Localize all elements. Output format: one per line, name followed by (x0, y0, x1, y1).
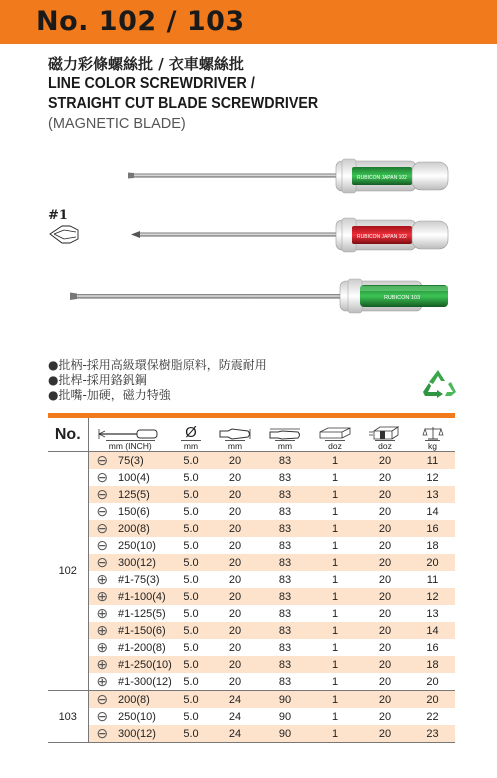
size-cell: 200(8) (116, 691, 172, 709)
handle-length-cell: 83 (260, 588, 310, 605)
feature-list (48, 358, 267, 403)
col-outer-box (360, 418, 410, 452)
handle-length-cell: 83 (260, 554, 310, 571)
col-diameter (172, 418, 210, 452)
size-cell: 300(12) (116, 725, 172, 743)
feature-item: ●批嘴-加硬，磁力特強 (48, 388, 171, 402)
diameter-cell: 5.0 (172, 656, 210, 673)
outer-box-cell: 20 (378, 710, 392, 723)
screwdriver-flat-green (128, 159, 448, 193)
outer-box-cell: 20 (360, 725, 410, 743)
weight-cell: 20 (410, 691, 455, 709)
product-headings (48, 54, 342, 134)
diameter-cell: 5.0 (183, 607, 199, 620)
outer-box-cell: 20 (360, 691, 410, 709)
size-cell: 250(10) (118, 710, 156, 723)
col-no: No. (48, 418, 88, 452)
model-number-cell: 103 (48, 691, 88, 743)
size-cell: 150(6) (118, 505, 150, 518)
weight-cell: 14 (426, 505, 439, 518)
size-cell: 75(3) (116, 452, 172, 470)
tip-symbol: ⊖ (88, 452, 116, 470)
inner-box-icon (318, 426, 352, 440)
weight-cell: 16 (426, 641, 439, 654)
tip-symbol: ⊖ (88, 554, 116, 571)
page-title: No. 102 / 103 (36, 6, 245, 37)
handle-length-cell: 83 (278, 607, 292, 620)
handle-length-cell: 83 (260, 520, 310, 537)
weight-cell: 22 (426, 710, 439, 723)
blade-width-cell: 20 (228, 539, 242, 552)
table-row (48, 708, 455, 725)
blade-width-cell: 20 (228, 641, 242, 654)
diameter-cell: 5.0 (183, 641, 199, 654)
inner-box-cell: 1 (310, 486, 360, 503)
tip-symbol: ⊕ (96, 639, 109, 655)
handle-length-icon (268, 428, 302, 440)
inner-box-cell: 1 (331, 539, 339, 552)
handle-label-red: RUBICON JAPAN 102 (357, 234, 407, 240)
recycle-icon (418, 366, 458, 406)
table-row (48, 605, 455, 622)
inner-box-cell: 1 (310, 554, 360, 571)
size-cell: #1-200(8) (118, 641, 166, 654)
table-row (48, 537, 455, 554)
weight-cell: 18 (426, 539, 439, 552)
handle-length-cell: 83 (260, 452, 310, 470)
blade-unit: mm (225, 440, 245, 451)
feature-item: ●批桿-採用鉻釩鋼 (48, 373, 147, 387)
weight-cell: 12 (426, 471, 439, 484)
diameter-cell: 5.0 (172, 691, 210, 709)
col-weight (410, 418, 455, 452)
size-cell: #1-75(3) (118, 573, 160, 586)
carton-icon (368, 426, 402, 440)
outer-box-cell: 20 (360, 622, 410, 639)
diameter-cell: 5.0 (172, 622, 210, 639)
weight-cell: 12 (410, 588, 455, 605)
weight-cell: 11 (410, 452, 455, 470)
diameter-cell: 5.0 (183, 573, 199, 586)
diameter-unit: mm (181, 440, 201, 451)
tip-symbol: ⊕ (96, 571, 109, 587)
handle-label-green: RUBICON JAPAN 102 (357, 175, 407, 181)
size-cell: 200(8) (116, 520, 172, 537)
handle-length-cell: 83 (260, 622, 310, 639)
diameter-cell: 5.0 (183, 471, 199, 484)
length-unit: mm (INCH) (106, 440, 155, 451)
tip-symbol: ⊖ (96, 503, 109, 519)
tip-symbol: ⊕ (88, 656, 116, 673)
table-row (48, 571, 455, 588)
blade-width-cell: 20 (210, 554, 260, 571)
outer-box-cell: 20 (360, 588, 410, 605)
inner-box-cell: 1 (331, 710, 339, 723)
outer-box-cell: 20 (378, 573, 392, 586)
spec-table-wrapper (48, 413, 455, 743)
inner-box-cell: 1 (331, 471, 339, 484)
tip-symbol: ⊕ (88, 588, 116, 605)
outer-box-cell: 20 (360, 486, 410, 503)
diameter-cell: 5.0 (172, 486, 210, 503)
col-length (88, 418, 172, 452)
handle-length-cell: 90 (260, 725, 310, 743)
size-cell: #1-100(4) (116, 588, 172, 605)
table-row (48, 486, 455, 503)
blade-width-cell: 20 (210, 588, 260, 605)
tip-symbol: ⊖ (96, 469, 109, 485)
blade-width-cell: 20 (228, 573, 242, 586)
weight-cell: 16 (410, 520, 455, 537)
inner-box-cell: 1 (331, 505, 339, 518)
inner-box-cell: 1 (310, 588, 360, 605)
inner-box-cell: 1 (310, 725, 360, 743)
handle-length-cell: 83 (278, 471, 292, 484)
weight-cell: 18 (410, 656, 455, 673)
col-blade-width (210, 418, 260, 452)
outer-box-cell: 20 (360, 656, 410, 673)
size-cell: #1-125(5) (118, 607, 166, 620)
table-row (48, 656, 455, 673)
diameter-symbol: Ø (185, 424, 197, 441)
blade-width-cell: 20 (228, 607, 242, 620)
title-chinese: 磁力彩條螺絲批 / 衣車螺絲批 (48, 55, 244, 73)
blade-width-cell: 20 (228, 675, 242, 688)
inner-box-cell: 1 (310, 622, 360, 639)
outer-box-cell: 20 (378, 607, 392, 620)
weight-cell: 14 (410, 622, 455, 639)
table-row (48, 520, 455, 537)
outer-box-cell: 20 (360, 452, 410, 470)
table-row (48, 452, 455, 470)
table-row (48, 588, 455, 605)
weight-cell: 20 (410, 554, 455, 571)
blade-width-cell: 24 (210, 725, 260, 743)
diameter-cell: 5.0 (183, 539, 199, 552)
blade-width-cell: 20 (228, 471, 242, 484)
handle-unit: mm (275, 440, 295, 451)
weight-cell: 20 (426, 675, 439, 688)
table-row (48, 639, 455, 656)
table-row (48, 725, 455, 743)
weight-unit: kg (425, 440, 440, 451)
table-row (48, 469, 455, 486)
diameter-cell: 5.0 (183, 710, 199, 723)
outer-box-cell: 20 (360, 520, 410, 537)
tip-symbol: ⊖ (96, 708, 109, 724)
size-cell: #1-300(12) (118, 675, 172, 688)
diameter-cell: 5.0 (172, 725, 210, 743)
weight-cell: 13 (426, 607, 439, 620)
handle-length-cell: 90 (260, 691, 310, 709)
col-handle (260, 418, 310, 452)
blade-width-cell: 24 (210, 691, 260, 709)
diameter-cell: 5.0 (172, 554, 210, 571)
table-row (48, 503, 455, 520)
handle-length-cell: 83 (278, 505, 292, 518)
inner-box-cell: 1 (310, 520, 360, 537)
blade-width-cell: 20 (210, 520, 260, 537)
blade-width-cell: 24 (228, 710, 242, 723)
outer-box-cell: 20 (360, 554, 410, 571)
tip-symbol: ⊖ (88, 486, 116, 503)
handle-length-cell: 83 (260, 656, 310, 673)
handle-length-cell: 83 (278, 573, 292, 586)
diameter-cell: 5.0 (172, 520, 210, 537)
tip-symbol: ⊖ (88, 725, 116, 743)
size-cell: 125(5) (116, 486, 172, 503)
title-english-2: STRAIGHT CUT BLADE SCREWDRIVER (48, 95, 319, 112)
model-number-cell: 102 (48, 452, 88, 691)
scale-icon (422, 426, 444, 440)
size-cell: 100(4) (118, 471, 150, 484)
size-cell: #1-250(10) (116, 656, 172, 673)
blade-width-cell: 20 (210, 656, 260, 673)
screwdriver-illustrations (0, 148, 497, 338)
tip-symbol: ⊕ (88, 622, 116, 639)
spec-table (48, 418, 455, 743)
title-english-1: LINE COLOR SCREWDRIVER / (48, 75, 255, 92)
handle-length-cell: 83 (278, 539, 292, 552)
outer-box-cell: 20 (378, 505, 392, 518)
handle-length-cell: 83 (278, 675, 292, 688)
outer-box-cell: 20 (378, 641, 392, 654)
diameter-cell: 5.0 (172, 588, 210, 605)
tip-symbol: ⊕ (96, 605, 109, 621)
phillips-size-label: #1 (48, 208, 68, 223)
blade-width-cell: 20 (228, 505, 242, 518)
spec-table-body (48, 452, 455, 743)
outer-box-cell: 20 (378, 675, 392, 688)
table-row (48, 554, 455, 571)
tip-symbol: ⊖ (88, 691, 116, 709)
handle-length-cell: 83 (260, 486, 310, 503)
weight-cell: 23 (410, 725, 455, 743)
diameter-cell: 5.0 (172, 452, 210, 470)
weight-cell: 13 (410, 486, 455, 503)
table-row (48, 622, 455, 639)
size-cell: 300(12) (116, 554, 172, 571)
handle-label-green-thick: RUBICON 103 (383, 295, 421, 301)
inner-box-unit: doz (325, 440, 345, 451)
weight-cell: 11 (426, 573, 439, 586)
handle-length-cell: 83 (278, 641, 292, 654)
inner-box-cell: 1 (310, 656, 360, 673)
inner-box-cell: 1 (331, 675, 339, 688)
blade-width-cell: 20 (210, 486, 260, 503)
table-row (48, 691, 455, 709)
screwdriver-flat-green-thick (70, 279, 448, 313)
blade-width-cell: 20 (210, 452, 260, 470)
diameter-cell: 5.0 (183, 675, 199, 688)
blade-width-cell: 20 (210, 622, 260, 639)
subtitle: (MAGNETIC BLADE) (48, 116, 186, 132)
inner-box-cell: 1 (310, 452, 360, 470)
feature-item: ●批柄-採用高級環保樹脂原料，防震耐用 (48, 358, 267, 372)
inner-box-cell: 1 (331, 607, 339, 620)
tip-symbol: ⊖ (88, 520, 116, 537)
tip-symbol: ⊕ (96, 673, 109, 689)
tip-symbol: ⊖ (96, 537, 109, 553)
length-icon (97, 428, 163, 440)
size-cell: #1-150(6) (116, 622, 172, 639)
inner-box-cell: 1 (331, 573, 339, 586)
tip-width-icon (218, 428, 252, 440)
size-cell: 250(10) (118, 539, 156, 552)
diameter-cell: 5.0 (183, 505, 199, 518)
inner-box-cell: 1 (331, 641, 339, 654)
header-bar (0, 0, 497, 44)
outer-box-unit: doz (375, 440, 395, 451)
handle-length-cell: 90 (278, 710, 292, 723)
table-row (48, 673, 455, 691)
phillips-tip-callout (50, 226, 78, 243)
inner-box-cell: 1 (310, 691, 360, 709)
outer-box-cell: 20 (378, 471, 392, 484)
col-inner-box (310, 418, 360, 452)
outer-box-cell: 20 (378, 539, 392, 552)
screwdriver-phillips-red (131, 218, 448, 252)
